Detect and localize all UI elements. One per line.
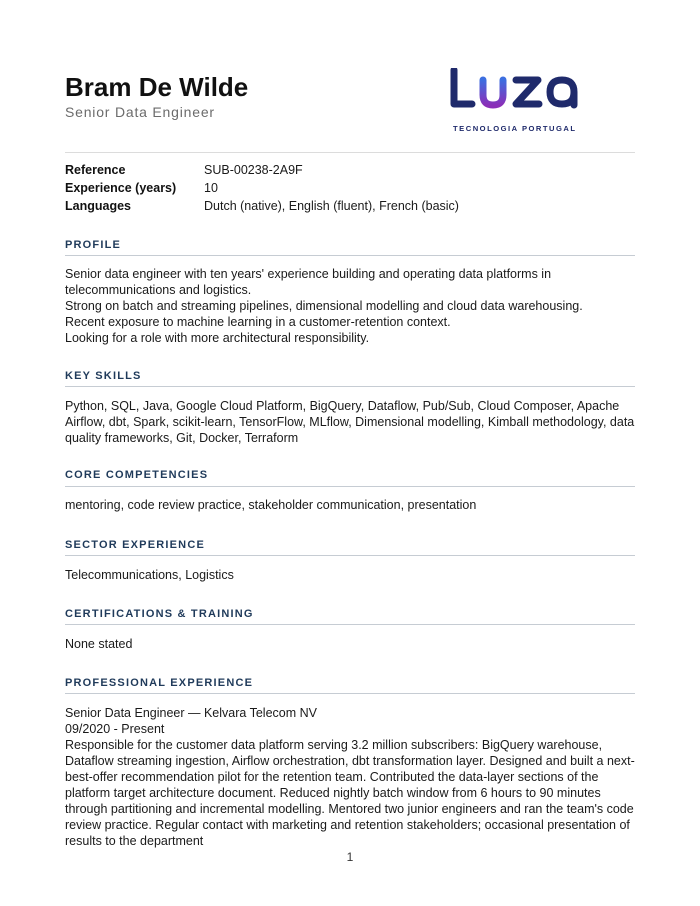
details-value: Dutch (native), English (fluent), French (basic) bbox=[204, 199, 459, 213]
profile-line: Looking for a role with more architectural responsibility. bbox=[65, 331, 370, 345]
details-row-languages bbox=[65, 197, 635, 215]
profile-line: Strong on batch and streaming pipelines, dimensional modelling and cloud data warehousing. bbox=[65, 299, 583, 313]
section-heading-profile: PROFILE bbox=[65, 239, 122, 251]
sector-experience-text: Telecommunications, Logistics bbox=[65, 568, 234, 582]
section-divider bbox=[65, 693, 635, 694]
details-label: Languages bbox=[65, 199, 131, 213]
header-divider bbox=[65, 152, 635, 153]
section-heading-certifications: CERTIFICATIONS & TRAINING bbox=[65, 608, 254, 620]
logo-tagline: TECNOLOGIA PORTUGAL bbox=[453, 124, 577, 133]
profile-text bbox=[65, 266, 635, 346]
details-value: SUB-00238-2A9F bbox=[204, 163, 303, 177]
experience-role: Senior Data Engineer — Kelvara Telecom NV bbox=[65, 706, 317, 720]
details-value: 10 bbox=[204, 181, 218, 195]
core-competencies-text: mentoring, code review practice, stakeholder communication, presentation bbox=[65, 498, 477, 512]
profile-line: Recent exposure to machine learning in a customer-retention context. bbox=[65, 315, 451, 329]
profile-line: Senior data engineer with ten years' experience building and operating data platforms in telecommunications and logistics. bbox=[65, 267, 552, 297]
experience-entry bbox=[65, 705, 635, 849]
certifications-text: None stated bbox=[65, 637, 133, 651]
experience-period: 09/2020 - Present bbox=[65, 722, 165, 736]
details-table bbox=[65, 161, 635, 215]
section-divider bbox=[65, 624, 635, 625]
details-row-reference bbox=[65, 161, 635, 179]
section-divider bbox=[65, 555, 635, 556]
section-divider bbox=[65, 255, 635, 256]
details-row-experience bbox=[65, 179, 635, 197]
section-divider bbox=[65, 486, 635, 487]
candidate-title: Senior Data Engineer bbox=[65, 104, 215, 120]
key-skills-text: Python, SQL, Java, Google Cloud Platform, BigQuery, Dataflow, Pub/Sub, Cloud Composer, Apache Airflow, dbt, Spark, scikit-learn, TensorFlow, MLflow, Dimensional modelling, Kimball methodology, data quality frameworks, Git, Docker, Terraform bbox=[65, 399, 635, 445]
candidate-name: Bram De Wilde bbox=[65, 72, 249, 102]
details-label: Reference bbox=[65, 163, 126, 177]
section-divider bbox=[65, 386, 635, 387]
section-heading-professional-experience: PROFESSIONAL EXPERIENCE bbox=[65, 677, 254, 689]
page-number: 1 bbox=[346, 850, 354, 864]
section-heading-core-competencies: CORE COMPETENCIES bbox=[65, 469, 209, 481]
experience-description: Responsible for the customer data platform serving 3.2 million subscribers: BigQuery warehouse, Dataflow streaming ingestion, Airflow orchestration, dbt transformation layer. Designed and built a next-best-offer recommendation pilot for the retention team. Contributed the data-layer sections of the platform target architecture document. Reduced nightly batch window from 6 hours to 90 minutes through partitioning and incremental modelling. Mentored two junior engineers and ran the team's code review practice. Regular contact with marketing and retention stakeholders; occasional presentation of results to the department bbox=[65, 738, 635, 848]
details-label: Experience (years) bbox=[65, 181, 177, 195]
section-heading-sector-experience: SECTOR EXPERIENCE bbox=[65, 539, 206, 551]
section-heading-key-skills: KEY SKILLS bbox=[65, 370, 142, 382]
